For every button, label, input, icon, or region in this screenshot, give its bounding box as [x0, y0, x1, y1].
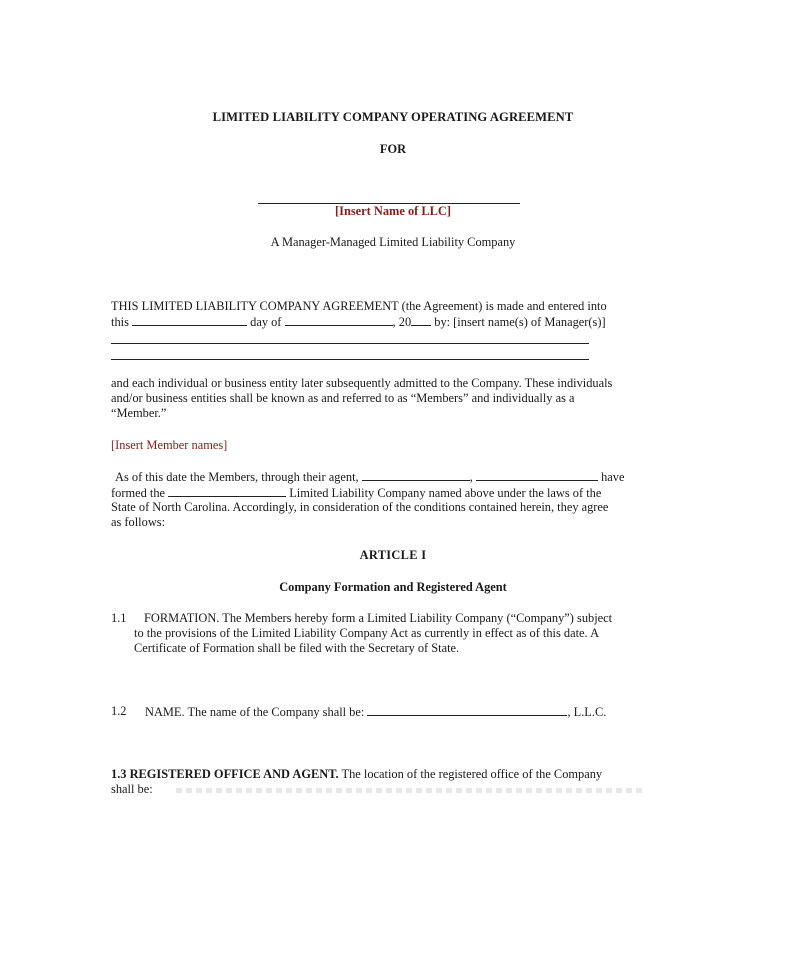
agents-text-c: have	[601, 470, 625, 484]
llc-suffix: , L.L.C.	[567, 705, 607, 719]
members-line-3: “Member.”	[111, 406, 167, 420]
year-blank	[411, 314, 431, 326]
bleed-through-artifact	[176, 788, 642, 793]
document-subtitle: A Manager-Managed Limited Liability Company	[270, 235, 516, 249]
agents-text-2b: Limited Liability Company named above under the laws of the	[289, 486, 602, 500]
members-line-1: and each individual or business entity later subsequently admitted to the Company. These individuals	[111, 376, 613, 390]
section-1-3-line-2: shall be:	[111, 782, 153, 796]
day-of-label: day of	[250, 315, 282, 329]
article-heading: ARTICLE I	[359, 548, 427, 562]
section-1-3-text: The location of the registered office of the Company	[341, 767, 603, 781]
section-1-1-line-3: Certificate of Formation shall be filed with the Secretary of State.	[134, 641, 460, 655]
agents-line-1	[115, 469, 624, 486]
agents-line-4: as follows:	[111, 515, 166, 529]
company-name-blank	[367, 704, 567, 716]
year-label: , 20	[392, 315, 412, 329]
agent-blank-2	[476, 469, 598, 481]
intro-line-1: THIS LIMITED LIABILITY COMPANY AGREEMENT (the Agreement) is made and entered into	[111, 299, 607, 313]
agents-comma: ,	[469, 470, 473, 484]
for-label: FOR	[379, 142, 407, 156]
agents-text-a: As of this date the Members, through their agent,	[115, 470, 359, 484]
manager-name-line-1	[111, 343, 589, 344]
date-blank	[132, 314, 247, 326]
formed-the-label: formed the	[111, 486, 166, 500]
manager-name-line-2	[111, 359, 589, 360]
section-1-3-line-1	[111, 767, 602, 783]
members-line-2: and/or business entities shall be known as and referred to as “Members” and individually as a	[111, 391, 575, 405]
document-title: LIMITED LIABILITY COMPANY OPERATING AGREEMENT	[212, 110, 574, 124]
section-1-2-line	[145, 704, 606, 721]
agents-line-3: State of North Carolina. Accordingly, in consideration of the conditions contained herein, they agree	[111, 500, 609, 514]
section-1-3-title: 1.3 REGISTERED OFFICE AND AGENT.	[111, 767, 339, 781]
agent-blank-1	[362, 469, 470, 481]
llc-name-placeholder: [Insert Name of LLC]	[335, 204, 451, 218]
section-1-1-number: 1.1	[111, 611, 127, 625]
intro-line-2	[111, 314, 606, 331]
formed-blank	[168, 485, 286, 497]
section-1-2-number: 1.2	[111, 704, 127, 718]
month-blank	[285, 314, 393, 326]
this-label: this	[111, 315, 129, 329]
member-names-placeholder: [Insert Member names]	[111, 438, 228, 452]
section-1-2-text: NAME. The name of the Company shall be:	[145, 705, 365, 719]
manager-label: by: [insert name(s) of Manager(s)]	[434, 315, 606, 329]
section-1-1-line-1: FORMATION. The Members hereby form a Limited Liability Company (“Company”) subject	[144, 611, 613, 625]
section-1-1-line-2: to the provisions of the Limited Liability Company Act as currently in effect as of this date. A	[134, 626, 600, 640]
article-subheading: Company Formation and Registered Agent	[279, 580, 507, 594]
